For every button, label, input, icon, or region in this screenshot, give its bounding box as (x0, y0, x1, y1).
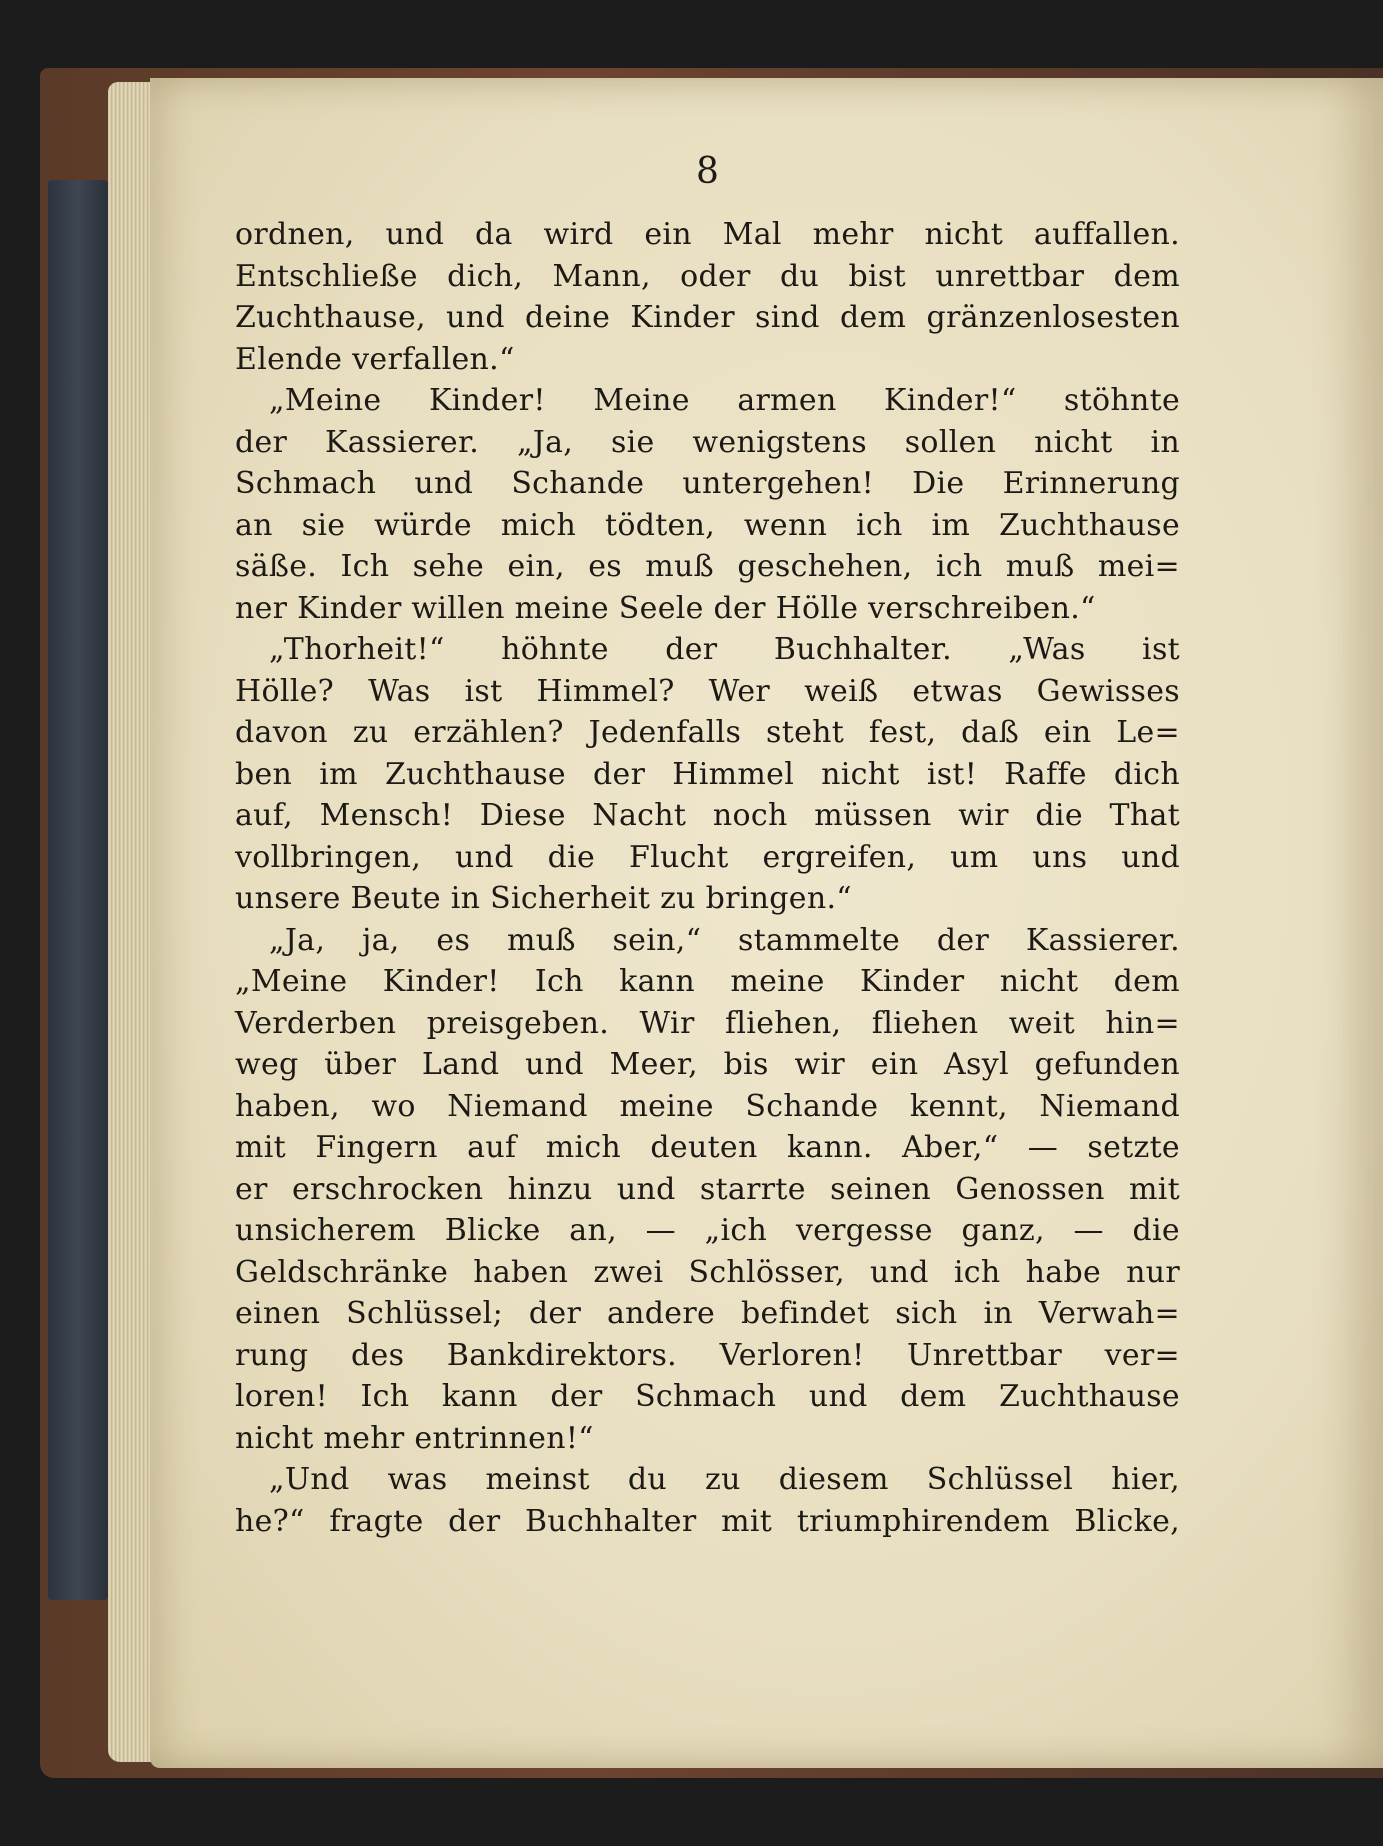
text-line: Zuchthause, und deine Kinder sind dem gränzenlosesten (235, 300, 1180, 335)
text-line: nicht mehr entrinnen!“ (235, 1420, 594, 1456)
text-line: vollbringen, und die Flucht ergreifen, um uns und (235, 839, 1180, 875)
text-line: Verderben preisgeben. Wir fliehen, fliehen weit hin= (235, 1005, 1180, 1041)
text-line: Hölle? Was ist Himmel? Wer weiß etwas Gewisses (235, 673, 1180, 709)
text-line: he?“ fragte der Buchhalter mit triumphirendem Blicke, (235, 1503, 1180, 1539)
page-text-block (235, 148, 1180, 1542)
text-line: säße. Ich sehe ein, es muß geschehen, ich muß mei= (235, 549, 1180, 584)
text-line: der Kassierer. „Ja, sie wenigstens sollen nicht in (235, 424, 1180, 460)
text-line: unsere Beute in Sicherheit zu bringen.“ (235, 881, 852, 916)
text-line: „Meine Kinder! Ich kann meine Kinder nicht dem (235, 964, 1180, 999)
text-line: auf, Mensch! Diese Nacht noch müssen wir die That (235, 798, 1180, 833)
page-lines (235, 214, 1180, 1542)
text-line: loren! Ich kann der Schmach und dem Zuchthause (235, 1379, 1180, 1414)
book-spine (48, 180, 108, 1600)
text-line: haben, wo Niemand meine Schande kennt, Niemand (235, 1088, 1180, 1124)
text-line: „Thorheit!“ höhnte der Buchhalter. „Was ist (269, 632, 1180, 667)
text-line: „Ja, ja, es muß sein,“ stammelte der Kassierer. (269, 922, 1180, 958)
text-line: Schmach und Schande untergehen! Die Erinnerung (235, 466, 1180, 501)
text-line: mit Fingern auf mich deuten kann. Aber,“ — setzte (235, 1130, 1180, 1165)
text-line: ben im Zuchthause der Himmel nicht ist! Raffe dich (235, 756, 1180, 792)
text-line: einen Schlüssel; der andere befindet sich in Verwah= (235, 1296, 1180, 1331)
text-line: an sie würde mich tödten, wenn ich im Zuchthause (235, 507, 1180, 543)
text-line: „Meine Kinder! Meine armen Kinder!“ stöhnte (269, 383, 1180, 418)
text-line: „Und was meinst du zu diesem Schlüssel hier, (269, 1462, 1180, 1497)
text-line: davon zu erzählen? Jedenfalls steht fest, daß ein Le= (235, 715, 1180, 750)
text-line: weg über Land und Meer, bis wir ein Asyl gefunden (235, 1047, 1180, 1082)
text-line: rung des Bankdirektors. Verloren! Unrettbar ver= (235, 1337, 1180, 1373)
text-line: ordnen, und da wird ein Mal mehr nicht auffallen. (235, 217, 1180, 252)
page-number: 8 (696, 151, 719, 192)
text-line: Geldschränke haben zwei Schlösser, und ich habe nur (235, 1254, 1180, 1290)
text-line: Elende verfallen.“ (235, 341, 515, 377)
text-line: ner Kinder willen meine Seele der Hölle verschreiben.“ (235, 590, 1096, 626)
text-line: unsicherem Blicke an, — „ich vergesse ganz, — die (235, 1213, 1180, 1248)
text-line: Entschließe dich, Mann, oder du bist unrettbar dem (235, 258, 1180, 294)
text-line: er erschrocken hinzu und starrte seinen Genossen mit (235, 1171, 1180, 1207)
page-edges (108, 82, 156, 1762)
